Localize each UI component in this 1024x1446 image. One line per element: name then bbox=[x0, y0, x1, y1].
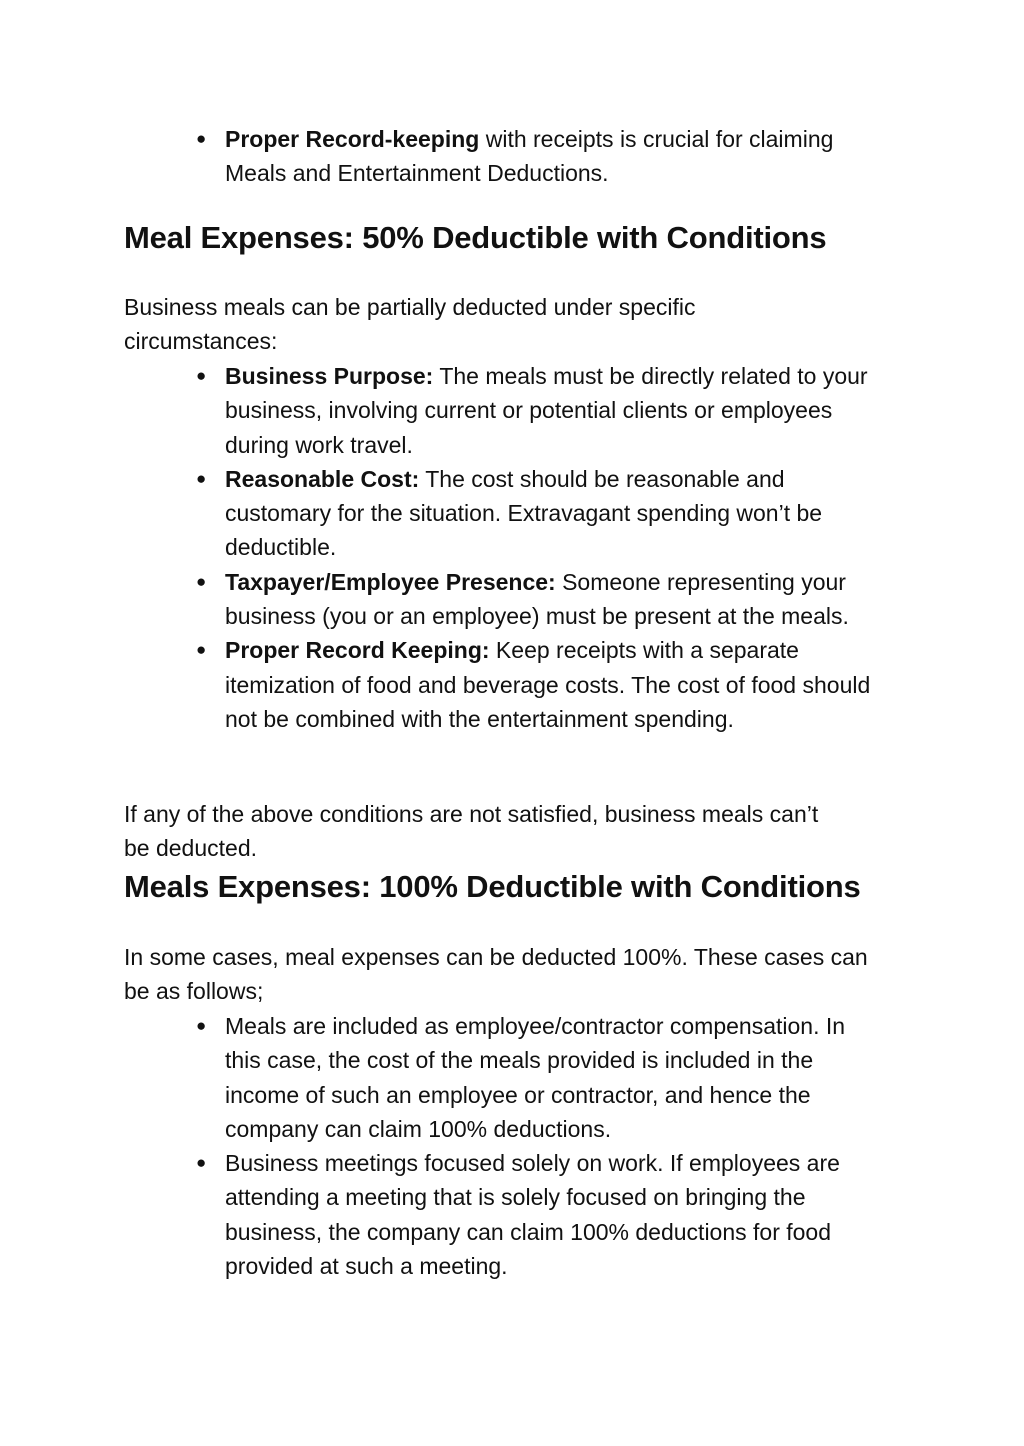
bullet-icon: ● bbox=[196, 640, 207, 660]
section1-outro-block bbox=[124, 797, 884, 866]
section1-list bbox=[124, 359, 884, 736]
bullet-icon: ● bbox=[196, 366, 207, 385]
section1-heading-block bbox=[124, 218, 884, 258]
section2-intro-block bbox=[124, 940, 884, 1009]
section1-outro: If any of the above conditions are not satisfied, business meals can’t be deducted. bbox=[124, 801, 819, 862]
list-item bbox=[124, 633, 875, 736]
list-item bbox=[124, 1009, 875, 1146]
list-item-text: Keep receipts with a separate itemization of food and beverage costs. The cost of food should not be combined with the entertainment spending. bbox=[225, 637, 871, 732]
list-item-text: with receipts is crucial for claiming Meals and Entertainment Deductions. bbox=[225, 126, 834, 187]
list-item bbox=[124, 565, 875, 634]
intro-list-block bbox=[124, 122, 884, 191]
list-item bbox=[124, 359, 875, 462]
list-item-text: The cost should be reasonable and customary for the situation. Extravagant spending won’t be deductible. bbox=[225, 465, 823, 561]
bullet-icon: ● bbox=[196, 1153, 207, 1173]
list-item-text: Someone representing your business (you or an employee) must be present at the meals. bbox=[225, 568, 849, 630]
list-item bbox=[124, 462, 875, 565]
bullet-icon: ● bbox=[196, 571, 207, 591]
section2-list bbox=[124, 1009, 884, 1283]
section1-heading: Meal Expenses: 50% Deductible with Conditions bbox=[124, 220, 827, 255]
section2-list-block bbox=[124, 1009, 884, 1283]
bullet-icon: ● bbox=[196, 129, 207, 148]
list-item bbox=[124, 1146, 875, 1283]
section1-list-block bbox=[124, 359, 884, 736]
section2-heading: Meals Expenses: 100% Deductible with Conditions bbox=[124, 869, 861, 904]
list-item-bold: Taxpayer/Employee Presence: bbox=[225, 568, 556, 595]
list-item-bold: Reasonable Cost: bbox=[225, 465, 420, 492]
bullet-icon: ● bbox=[196, 1016, 207, 1035]
list-item-text: The meals must be directly related to your business, involving current or potential clients or employees during work travel. bbox=[225, 363, 868, 458]
bullet-icon: ● bbox=[196, 468, 207, 488]
list-item bbox=[124, 122, 875, 191]
list-item-text: Meals are included as employee/contractor compensation. In this case, the cost of the meals provided is included in the income of such an employee or contractor, and hence the company can claim 100% deductions. bbox=[225, 1013, 846, 1142]
list-item-text: Business meetings focused solely on work. If employees are attending a meeting that is solely focused on bringing the business, the company can claim 100% deductions for food provided at such a meeting. bbox=[225, 1150, 840, 1280]
list-item-bold: Proper Record Keeping: bbox=[225, 637, 490, 664]
list-item-bold: Proper Record-keeping bbox=[225, 126, 480, 152]
section1-intro-block bbox=[124, 290, 884, 359]
section2-intro: In some cases, meal expenses can be deducted 100%. These cases can be as follows; bbox=[124, 944, 868, 1005]
intro-list bbox=[124, 122, 884, 191]
list-item-bold: Business Purpose: bbox=[225, 363, 434, 389]
section2-heading-block bbox=[124, 867, 884, 907]
section1-intro: Business meals can be partially deducted under specific circumstances: bbox=[124, 294, 696, 355]
